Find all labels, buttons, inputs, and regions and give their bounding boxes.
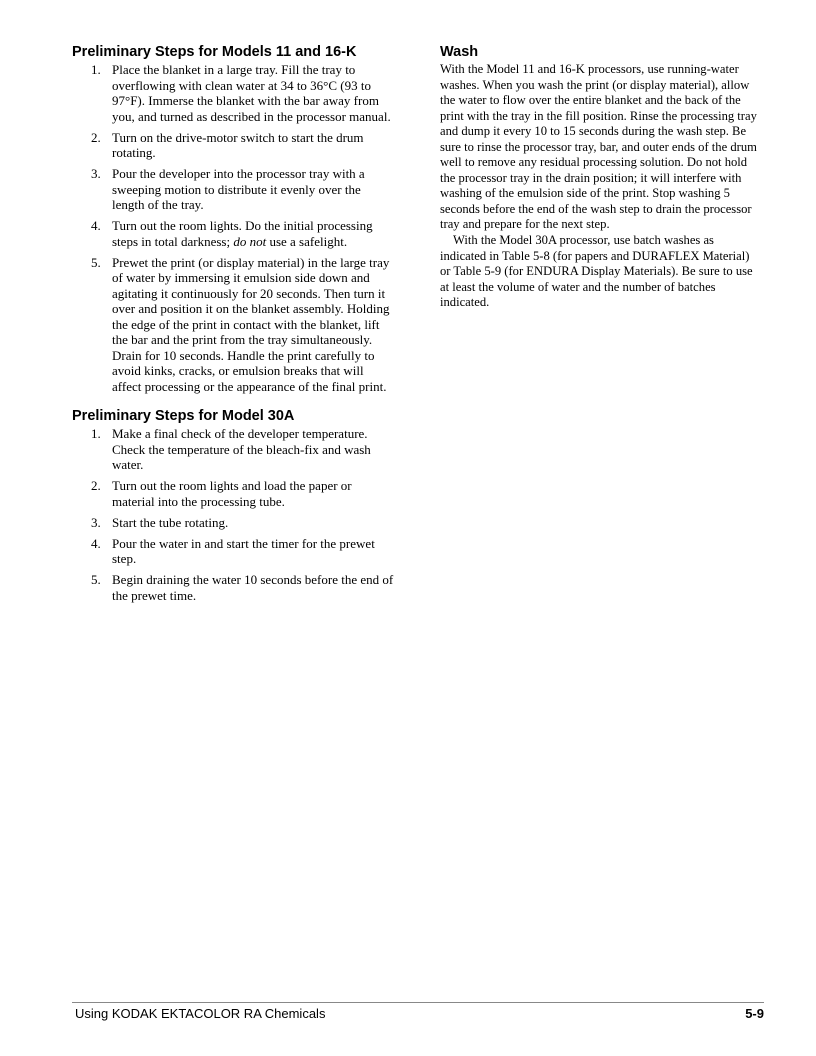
step-text: Prewet the print (or display material) in the large tray of water by immersing it emulsion side down and agitating it continuously for 20 seconds. Then turn it over and position it on the blanket assembly. Holding the edge of the print in contact with the blanket, lift the bar and the print from the tray simultaneously. Drain for 10 seconds. Handle the print carefully to avoid kinks, cracks, or emulsion breaks that will affect processing or the appearance of the final print. <box>112 254 390 394</box>
steps-list-model-30a <box>72 426 394 603</box>
step-number: 3. <box>91 514 101 530</box>
step-text: Turn out the room lights. Do the initial processing steps in total darkness; <box>112 218 373 249</box>
footer-divider <box>72 1002 764 1003</box>
list-item <box>72 478 394 509</box>
step-number: 1. <box>91 62 101 77</box>
step-text: Place the blanket in a large tray. Fill the tray to overflowing with clean water at 34 to 36°C (93 to 97°F). Immerse the blanket with the bar away from you, and turned as described in the processor manual. <box>112 62 391 124</box>
step-text: Turn out the room lights and load the paper or material into the processing tube. <box>112 478 352 509</box>
step-number: 1. <box>91 426 101 441</box>
step-text-emphasis: do not <box>233 233 267 249</box>
step-text: Pour the developer into the processor tray with a sweeping motion to distribute it evenly over the length of the tray. <box>112 166 365 212</box>
step-text: Start the tube rotating. <box>112 514 229 530</box>
list-item <box>72 426 394 473</box>
step-number: 5. <box>91 254 101 270</box>
list-item <box>72 572 394 603</box>
list-item <box>72 166 394 213</box>
left-column <box>72 44 394 609</box>
list-item <box>72 130 394 161</box>
steps-list-models-11-16k <box>72 62 394 394</box>
wash-paragraph-2: With the Model 30A processor, use batch washes as indicated in Table 5-8 (for papers and DURAFLEX Material) or Table 5-9 (for ENDURA Display Materials). Be sure to use at least the volume of water and the number of batches indicated. <box>440 233 753 310</box>
step-text: use a safelight. <box>266 233 348 249</box>
step-number: 5. <box>91 572 101 587</box>
step-text: Turn on the drive-motor switch to start the drum rotating. <box>112 129 364 160</box>
wash-paragraph-1: With the Model 11 and 16-K processors, use running-water washes. When you wash the print (or display material), allow the water to flow over the entire blanket and the back of the print with the tray in the fill position. Rinse the processing tray and dump it every 10 to 15 seconds during the wash step. Be sure to rinse the processor tray, bar, and outer ends of the drum well to remove any residual processing solution. Do not hold the processor tray in the drain position; it will interfere with washing of the emulsion side of the print. Stop washing 5 seconds before the end of the wash step to drain the processor tray and prepare for the next step. <box>440 62 757 232</box>
step-text: Pour the water in and start the timer for the prewet step. <box>112 535 375 566</box>
step-number: 4. <box>91 218 101 233</box>
list-item <box>72 62 394 124</box>
step-number: 3. <box>91 166 101 181</box>
list-item <box>72 536 394 567</box>
section-heading-models-11-16k: Preliminary Steps for Models 11 and 16-K <box>72 44 357 60</box>
step-number: 4. <box>91 535 101 551</box>
footer-document-title: Using KODAK EKTACOLOR RA Chemicals <box>75 1006 326 1021</box>
step-number: 2. <box>91 478 101 493</box>
list-item <box>72 218 394 249</box>
step-number: 2. <box>91 129 101 145</box>
step-text: Begin draining the water 10 seconds before the end of the prewet time. <box>112 572 394 603</box>
section-heading-wash: Wash <box>440 44 479 60</box>
list-item <box>72 515 394 531</box>
list-item <box>72 255 394 395</box>
page-number: 5-9 <box>745 1006 764 1021</box>
step-text: Make a final check of the developer temperature. Check the temperature of the bleach-fix and wash water. <box>112 426 371 472</box>
section-heading-model-30a: Preliminary Steps for Model 30A <box>72 408 295 424</box>
right-column <box>440 44 760 311</box>
